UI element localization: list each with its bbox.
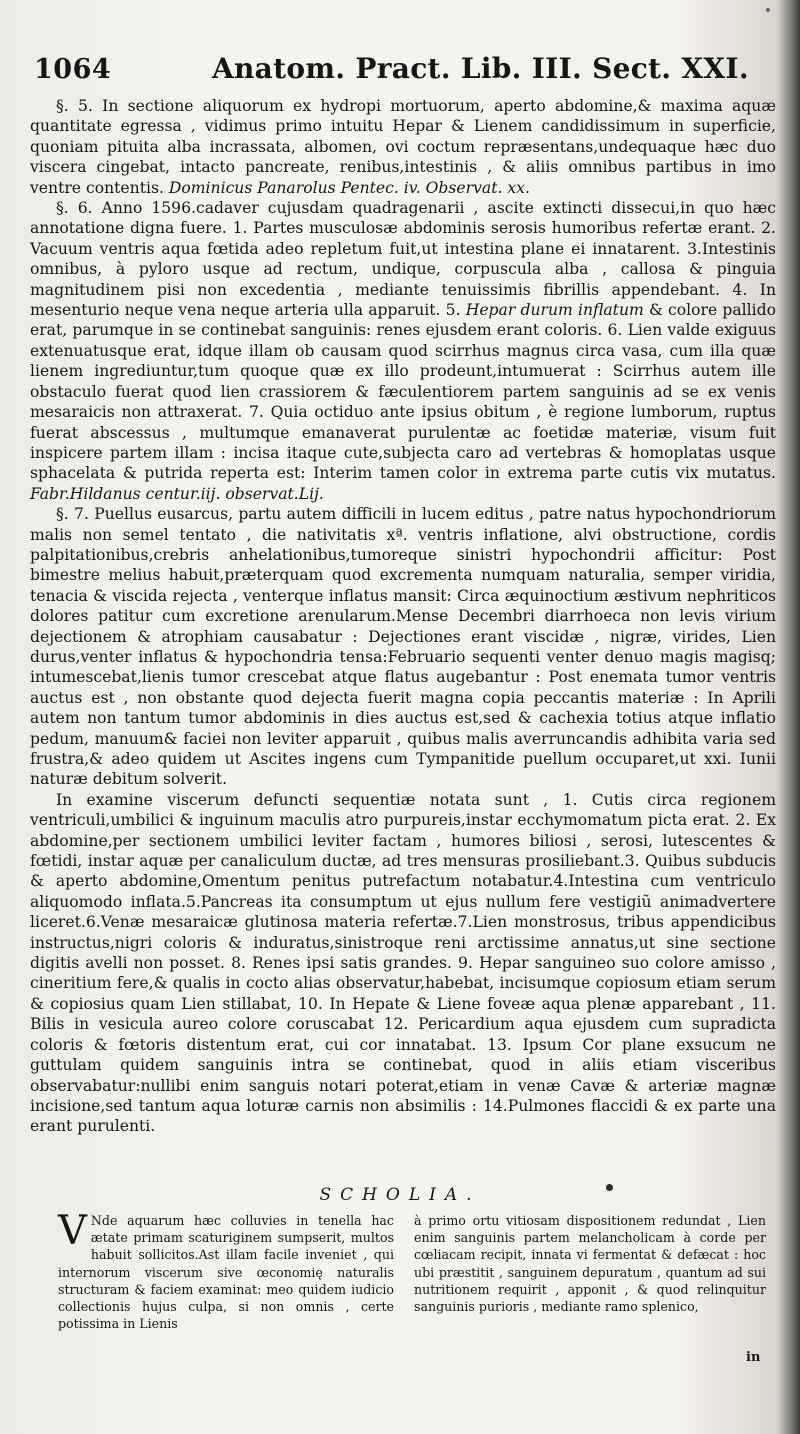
ink-spot <box>766 8 770 12</box>
main-text <box>30 96 776 1137</box>
scholia-right-column <box>414 1212 766 1315</box>
paragraph-section-6 <box>30 198 776 504</box>
italic-phrase: Hepar durum inflatum <box>465 301 644 320</box>
paragraph-section-7 <box>30 504 776 790</box>
citation: Dominicus Panarolus Pentec. iv. Observat. xx. <box>168 178 530 197</box>
catchword: in <box>746 1350 761 1365</box>
scholia-columns <box>58 1208 770 1362</box>
scholia-heading: SCHOLIA. <box>319 1185 481 1205</box>
page-number: 1064 <box>34 54 112 85</box>
page-header <box>34 52 774 92</box>
paragraph-text-continued: & colore pallido erat, parumque in se continebat sanguinis: renes ejusdem erant coloris. 6. Lien valde exiguus extenuatusque erat, idque illam ob causam quod scirrhus magnus circa vasa, cum illa quæ lienem ingrediuntur,tum quoque quæ ex illo prodeunt,intumuerat : Scirrhus autem ille obstaculo fuerat quod lien crassiorem & fæculentiorem partem sanguinis ad se ex venis mesaraicis non attraxerat. 7. Quia octiduo ante ipsius obitum , è regione lumborum, ruptus fuerat abscessus , multumque emanaverat purulentæ ac foetidæ materiæ, visum fuit inspicere partem illam : incisa itaque cute,subjecta caro ad vertebras & homoplatas usque sphacelata & putrida reperta est: Interim tamen color in extrema parte cutis vix mutatus. <box>30 301 777 483</box>
scholia-left-text: Nde aquarum hæc colluvies in tenella hac ætate primam scaturiginem sumpserit, multos habuit sollicitos.Ast illam facile inveniet , qui internorum viscerum sive œconomię naturalis structuram & faciem examinat: meo quidem iudicio collectionis hujus culpa, si non omnis , certe potissima in Lienis <box>58 1213 394 1332</box>
paragraph-section-5 <box>30 96 776 198</box>
drop-cap: V <box>58 1208 87 1254</box>
citation: Fabr.Hildanus centur.iij. observat.Lij. <box>30 484 324 503</box>
paragraph-text: In examine viscerum defuncti sequentiæ notata sunt , 1. Cutis circa regionem ventriculi,umbilici & inguinum maculis atro purpureis,instar ecchymomatum picta erat. 2. Ex abdomine,per sectionem umbilici leviter factam , humores biliosi , serosi, lutescentes & fœtidi, instar aquæ per canaliculum ductæ, ad tres mensuras prosiliebant.3. Quibus subducis & aperto abdomine,Omentum penitus putrefactum notabatur.4.Intestina cum ventriculo aliquomodo inflata.5.Pancreas ita consumptum ut ejus nullum fere vestigiũ animadvertere liceret.6.Venæ mesaraicæ glutinosa materia refertæ.7.Lien monstrosus, tribus appendicibus instructus,nigri coloris & induratus,sinistroque reni arctissime annatus,ut sine sectione digitis avelli non posset. 8. Renes ipsi satis grandes. 9. Hepar sanguineo suo colore amisso , cineritium fere,& qualis in cocto alias observatur,habebat, incisumque copiosum etiam serum & copiosius quam Lien stillabat, 10. In Hepate & Liene foveæ aqua plenæ apparebant , 11. Bilis in vesicula aureo colore coruscabat 12. Pericardium aqua ejusdem cum supradicta coloris & fœtoris distentum erat, cui cor innatabat. 13. Ipsum Cor plane exsucum ne guttulam quidem sanguinis intra se continebat, quod in aliis etiam visceribus observabatur:nullibi enim sanguis notari poterat,etiam in venæ Cavæ & arteriæ magnæ incisione,sed tantum aqua loturæ carnis non absimilis : 14.Pulmones flaccidi & ex parte una erant purulenti. <box>30 790 776 1136</box>
scholia-right-text: à primo ortu vitiosam dispositionem redundat , Lien enim sanguinis partem melancholicam à corde per cœliacam recipit, innata vi fermentat & defæcat : hoc ubi præstitit , sanguinem depuratum , quantum ad sui nutritionem requirit , apponit , & quod relinquitur sanguinis purioris , mediante ramo splenico, <box>414 1213 766 1315</box>
scholia-left-column <box>58 1208 394 1332</box>
ink-spot <box>606 1184 613 1191</box>
paragraph-text: §. 5. In sectione aliquorum ex hydropi mortuorum, aperto abdomine,& maxima aquæ quantitate egressa , vidimus primo intuitu Hepar & Lienem candidissimum in superficie, quoniam pituita alba incrassata, albomen, ovi coctum repræsentans,undequaque hæc duo viscera cingebat, intacto pancreate, renibus,intestinis , & aliis omnibus partibus in imo ventre contentis. <box>30 97 776 197</box>
running-title: Anatom. Pract. Lib. III. Sect. XXI. <box>212 52 749 85</box>
paragraph-examination <box>30 790 776 1137</box>
paragraph-text: §. 6. Anno 1596.cadaver cujusdam quadragenarii , ascite extincti dissecui,in quo hæc annotatione digna fuere. 1. Partes musculosæ abdominis serosis humoribus refertæ erant. 2. Vacuum ventris aqua fœtida adeo repletum fuit,ut intestina plane ei innatarent. 3.Intestinis omnibus, à pyloro usque ad rectum, undique, corpuscula alba , callosa & pinguia magnitudinem pisi non excedentia , mediante tenuissimis fibrillis appendebant. 4. In mesenturio neque vena neque arteria ulla apparuit. 5. <box>30 199 776 320</box>
paragraph-text: §. 7. Puellus eusarcus, partu autem difficili in lucem editus , patre natus hypochondriorum malis non semel tentato , die nativitatis xª. ventris inflatione, alvi obstructione, cordis palpitationibus,crebris anhelationibus,tumoreque sinistri hypochondrii afficitur: Post bimestre melius habuit,præterquam quod excrementa numquam naturalia, semper viridia, tenacia & viscida rejecta , venterque inflatus mansit: Circa æquinoctium æstivum nephriticos dolores patitur cum excretione arenularum.Mense Decembri diarrhoeca non levis virium dejectionem & atrophiam causabatur : Dejectiones erant viscidæ , nigræ, virides, Lien durus,venter inflatus & hypochondria tensa:Februario sequenti venter denuo magis magisq; intumescebat,lienis tumor crescebat atque flatus augebantur : Post enemata tumor ventris auctus est , non obstante quod dejecta fuerit magna copia peccantis materiæ : In Aprili autem non tantum tumor abdominis in dies auctus est,sed & cachexia totius atque inflatio pedum, manuum& faciei non leviter apparuit , quibus malis averruncandis adhibita varia sed frustra,& adeo quidem ut Ascites ingens cum Tympanitide puellum occuparet,ut xxi. Iunii naturæ debitum solverit. <box>30 505 776 789</box>
page-edge-shadow <box>778 0 800 1434</box>
